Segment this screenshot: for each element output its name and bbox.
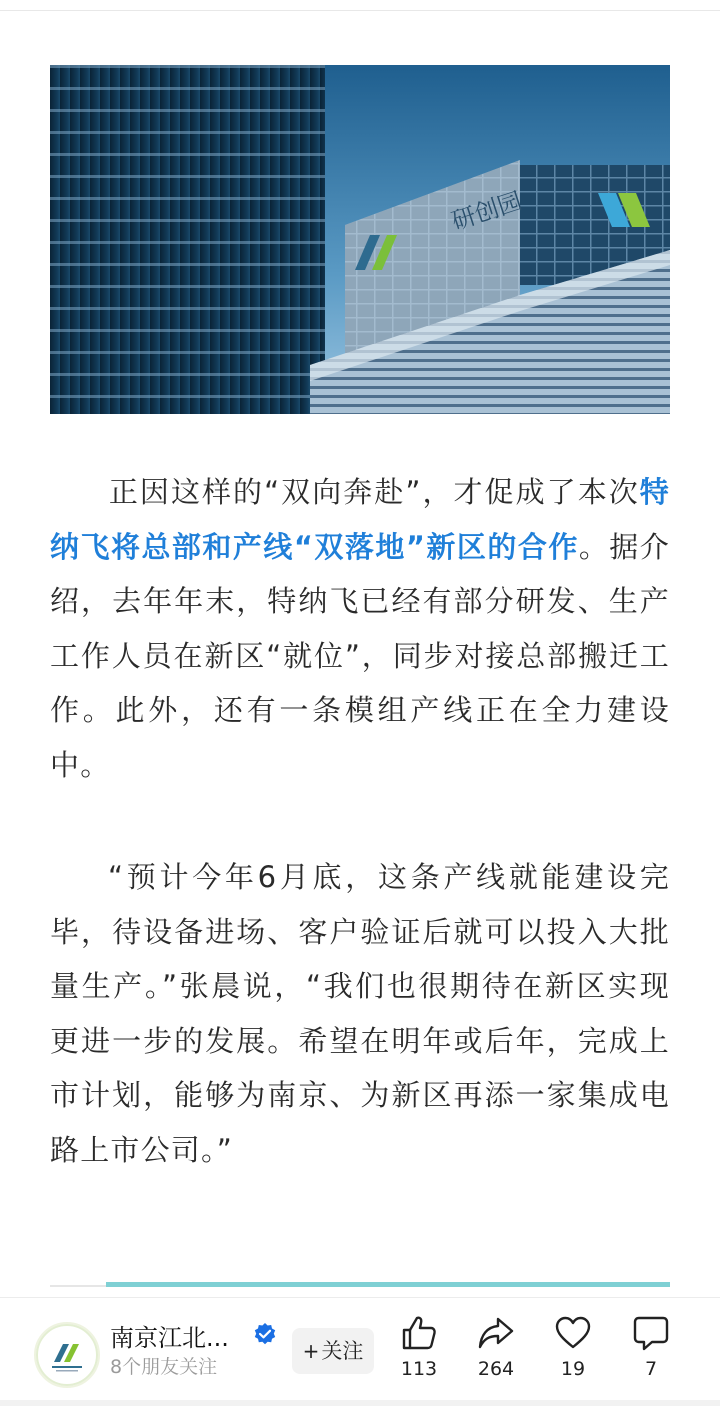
section-divider xyxy=(106,1282,670,1287)
verified-icon xyxy=(253,1322,277,1346)
top-divider xyxy=(0,10,720,11)
share-icon xyxy=(477,1314,515,1352)
favorite-count: 19 xyxy=(560,1358,586,1380)
plus-icon: + xyxy=(302,1339,320,1363)
share-button[interactable] xyxy=(461,1314,531,1380)
paragraph-1-text: 正因这样的“双向奔赴”，才促成了本次 xyxy=(108,475,640,509)
article-paragraph-2 xyxy=(50,850,670,1177)
account-name[interactable]: 南京江北... xyxy=(110,1324,229,1352)
thumbs-up-icon xyxy=(400,1314,438,1352)
comment-icon xyxy=(632,1314,670,1352)
highlighted-link[interactable]: 特纳飞将总部和产线“双落地”新区的合作 xyxy=(50,475,670,564)
follow-label: 关注 xyxy=(321,1339,364,1363)
friends-following-text: 8个朋友关注 xyxy=(110,1356,218,1378)
paragraph-1-rest: 。据介绍，去年年末，特纳飞已经有部分研发、生产工作人员在新区“就位”，同步对接总部搬迁工作。此外，还有一条模组产线正在全力建设中。 xyxy=(50,529,670,782)
paragraph-2-text: “预计今年6月底，这条产线就能建设完毕，待设备进场、客户验证后就可以投入大批量生产。”张晨说，“我们也很期待在新区实现更进一步的发展。希望在明年或后年，完成上市计划，能够为南京、为新区再添一家集成电路上市公司。” xyxy=(50,860,670,1167)
favorite-button[interactable] xyxy=(538,1314,608,1380)
bottom-edge xyxy=(0,1400,720,1406)
heart-icon xyxy=(554,1314,592,1352)
comment-count: 7 xyxy=(644,1358,658,1380)
like-button[interactable] xyxy=(384,1314,454,1380)
bottom-action-bar xyxy=(0,1297,720,1407)
follow-button[interactable] xyxy=(292,1328,374,1374)
share-count: 264 xyxy=(477,1358,515,1380)
account-avatar[interactable] xyxy=(34,1322,100,1388)
sign-text: 研创园 xyxy=(448,186,526,236)
section-divider-left xyxy=(50,1285,106,1287)
like-count: 113 xyxy=(400,1358,438,1380)
article-hero-image xyxy=(50,65,670,414)
article-paragraph-1 xyxy=(50,465,670,792)
comment-button[interactable] xyxy=(616,1314,686,1380)
